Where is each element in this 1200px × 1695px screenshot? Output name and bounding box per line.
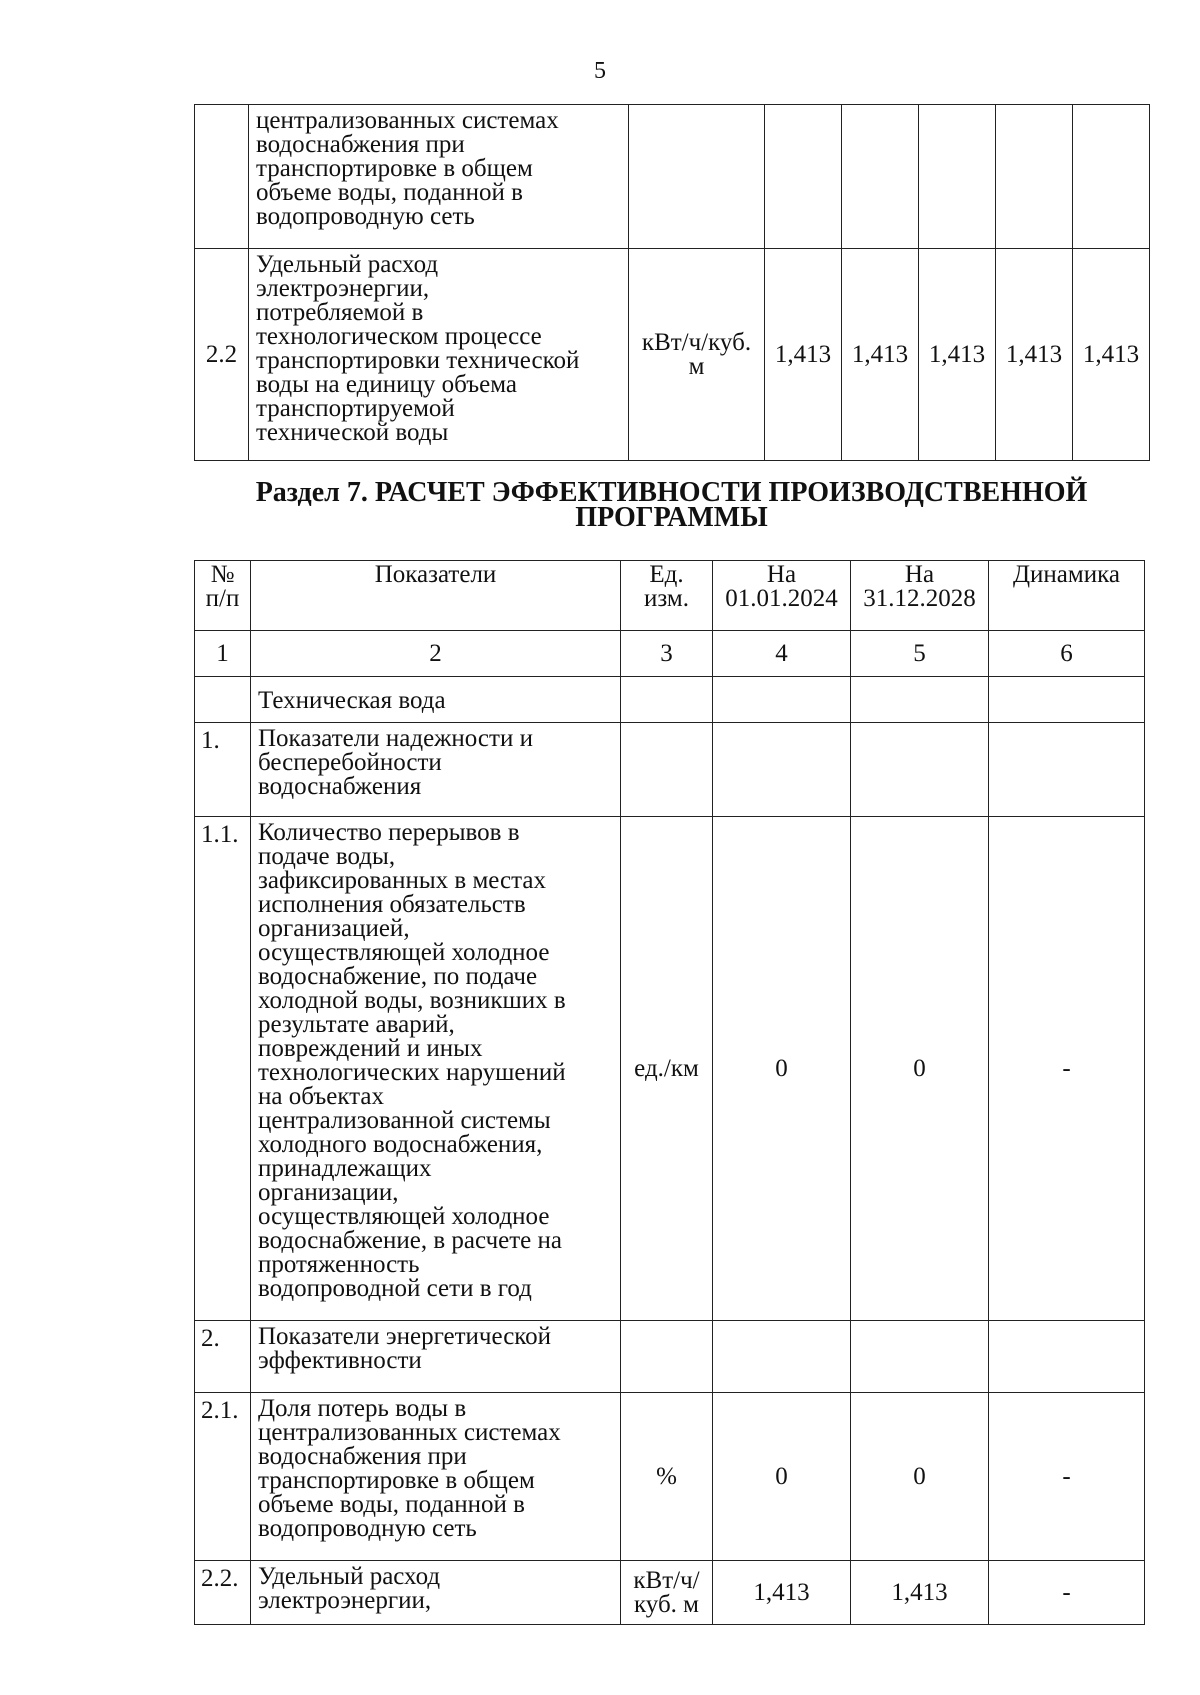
indicator-line: технической воды [256, 419, 449, 446]
value-cell: 1,413 [765, 249, 842, 461]
table-row [195, 105, 1150, 249]
row-number: 1.1. [195, 817, 251, 1321]
row-number [195, 677, 251, 723]
table-row [195, 677, 1145, 723]
indicator-line: протяженность [258, 1251, 420, 1278]
section-title [194, 477, 1149, 533]
indicator-line: Техническая вода [258, 686, 446, 714]
indicator-line: водоснабжение, по подаче [258, 963, 538, 990]
efficiency-table [194, 560, 1145, 1625]
indicator-line: электроэнергии, [256, 275, 430, 302]
indicator-line: транспортировке в общем [256, 155, 533, 182]
indicator-line: принадлежащих [258, 1155, 432, 1182]
indicator-line: организацией, [258, 915, 410, 942]
value-start-cell [713, 677, 851, 723]
top-continuation-table [194, 104, 1150, 461]
index-cell: 4 [713, 631, 851, 677]
indicator-line: транспортировки технической [256, 347, 580, 374]
indicator-line: технологических нарушений [258, 1059, 566, 1086]
unit-cell [621, 677, 713, 723]
index-cell: 3 [621, 631, 713, 677]
dynamics-cell [989, 677, 1145, 723]
indicator-line: осуществляющей холодное [258, 939, 550, 966]
unit-cell [621, 1321, 713, 1393]
header-date-end: На 31.12.2028 [851, 561, 989, 631]
value-end-cell: 1,413 [851, 1561, 989, 1625]
indicator-line: водоснабжения при [258, 1443, 467, 1470]
indicator-line: Доля потерь воды в [258, 1395, 467, 1422]
indicator-line: исполнения обязательств [258, 891, 526, 918]
header-row [195, 561, 1145, 631]
indicator-line: подаче воды, [258, 843, 396, 870]
indicator-line: организации, [258, 1179, 399, 1206]
value-end-cell [851, 1321, 989, 1393]
index-cell: 6 [989, 631, 1145, 677]
indicator-line: потребляемой в [256, 299, 424, 326]
indicator-line: Удельный расход [258, 1563, 441, 1590]
dynamics-cell [989, 1321, 1145, 1393]
indicator-line: электроэнергии, [258, 1587, 432, 1614]
value-start-cell: 1,413 [713, 1561, 851, 1625]
value-cell [919, 105, 996, 249]
table-row [195, 1561, 1145, 1625]
indicator-cell [251, 1321, 621, 1393]
value-cell: 1,413 [996, 249, 1073, 461]
value-cell: 1,413 [842, 249, 919, 461]
table-row [195, 723, 1145, 817]
indicator-line: объеме воды, поданной в [256, 179, 523, 206]
table-row [195, 249, 1150, 461]
row-number [195, 105, 249, 249]
row-number: 2.2. [195, 1561, 251, 1625]
table-row [195, 1393, 1145, 1561]
indicator-line: эффективности [258, 1347, 422, 1374]
indicator-line: бесперебойности [258, 749, 442, 776]
value-start-cell: 0 [713, 1393, 851, 1561]
header-date-start: На 01.01.2024 [713, 561, 851, 631]
table-row [195, 817, 1145, 1321]
value-start-cell [713, 1321, 851, 1393]
indicator-line: осуществляющей холодное [258, 1203, 550, 1230]
header-dynamics: Динамика [989, 561, 1145, 631]
unit-cell [621, 723, 713, 817]
value-cell [1073, 105, 1150, 249]
indicator-cell [251, 1393, 621, 1561]
header-indicator: Показатели [251, 561, 621, 631]
unit-cell [629, 105, 765, 249]
table-row [195, 1321, 1145, 1393]
index-row [195, 631, 1145, 677]
unit-cell: кВт/ч/куб. м [629, 249, 765, 461]
indicator-line: централизованных системах [256, 107, 559, 134]
indicator-cell [251, 1561, 621, 1625]
dynamics-cell: - [989, 1561, 1145, 1625]
dynamics-cell: - [989, 817, 1145, 1321]
indicator-line: воды на единицу объема [256, 371, 518, 398]
value-cell [842, 105, 919, 249]
value-end-cell [851, 723, 989, 817]
indicator-cell [249, 249, 629, 461]
value-start-cell [713, 723, 851, 817]
indicator-cell [249, 105, 629, 249]
indicator-line: водопроводную сеть [256, 203, 475, 230]
indicator-line: централизованной системы [258, 1107, 551, 1134]
indicator-line: повреждений и иных [258, 1035, 483, 1062]
indicator-cell [251, 817, 621, 1321]
indicator-line: технологическом процессе [256, 323, 542, 350]
indicator-cell [251, 677, 621, 723]
page-number: 5 [594, 58, 606, 84]
indicator-line: зафиксированных в местах [258, 867, 546, 894]
indicator-cell [251, 723, 621, 817]
value-end-cell [851, 677, 989, 723]
header-unit: Ед. изм. [621, 561, 713, 631]
indicator-line: транспортируемой [256, 395, 455, 422]
indicator-line: холодной воды, возникших в [258, 987, 566, 1014]
indicator-line: централизованных системах [258, 1419, 561, 1446]
indicator-line: на объектах [258, 1083, 384, 1110]
value-end-cell: 0 [851, 817, 989, 1321]
indicator-line: объеме воды, поданной в [258, 1491, 525, 1518]
dynamics-cell: - [989, 1393, 1145, 1561]
value-cell: 1,413 [1073, 249, 1150, 461]
indicator-line: водоснабжения при [256, 131, 465, 158]
dynamics-cell [989, 723, 1145, 817]
indicator-line: Количество перерывов в [258, 819, 520, 846]
section-title-line: Раздел 7. РАСЧЕТ ЭФФЕКТИВНОСТИ ПРОИЗВОДСТВЕННОЙ [255, 477, 1088, 508]
value-cell: 1,413 [919, 249, 996, 461]
indicator-line: водоснабжения [258, 773, 422, 800]
row-number: 2.2 [195, 249, 249, 461]
indicator-line: результате аварий, [258, 1011, 455, 1038]
value-cell [765, 105, 842, 249]
unit-cell: ед./км [621, 817, 713, 1321]
indicator-line: Удельный расход [256, 251, 439, 278]
indicator-line: транспортировке в общем [258, 1467, 535, 1494]
value-end-cell: 0 [851, 1393, 989, 1561]
indicator-line: водоснабжение, в расчете на [258, 1227, 562, 1254]
indicator-line: Показатели надежности и [258, 725, 533, 752]
row-number: 2. [195, 1321, 251, 1393]
row-number: 2.1. [195, 1393, 251, 1561]
section-title-line: ПРОГРАММЫ [575, 502, 768, 533]
header-num: № п/п [195, 561, 251, 631]
indicator-line: водопроводной сети в год [258, 1275, 532, 1302]
unit-cell: кВт/ч/ куб. м [621, 1561, 713, 1625]
index-cell: 1 [195, 631, 251, 677]
unit-cell: % [621, 1393, 713, 1561]
index-cell: 2 [251, 631, 621, 677]
indicator-line: Показатели энергетической [258, 1323, 552, 1350]
value-cell [996, 105, 1073, 249]
index-cell: 5 [851, 631, 989, 677]
indicator-line: водопроводную сеть [258, 1515, 477, 1542]
value-start-cell: 0 [713, 817, 851, 1321]
row-number: 1. [195, 723, 251, 817]
indicator-line: холодного водоснабжения, [258, 1131, 543, 1158]
